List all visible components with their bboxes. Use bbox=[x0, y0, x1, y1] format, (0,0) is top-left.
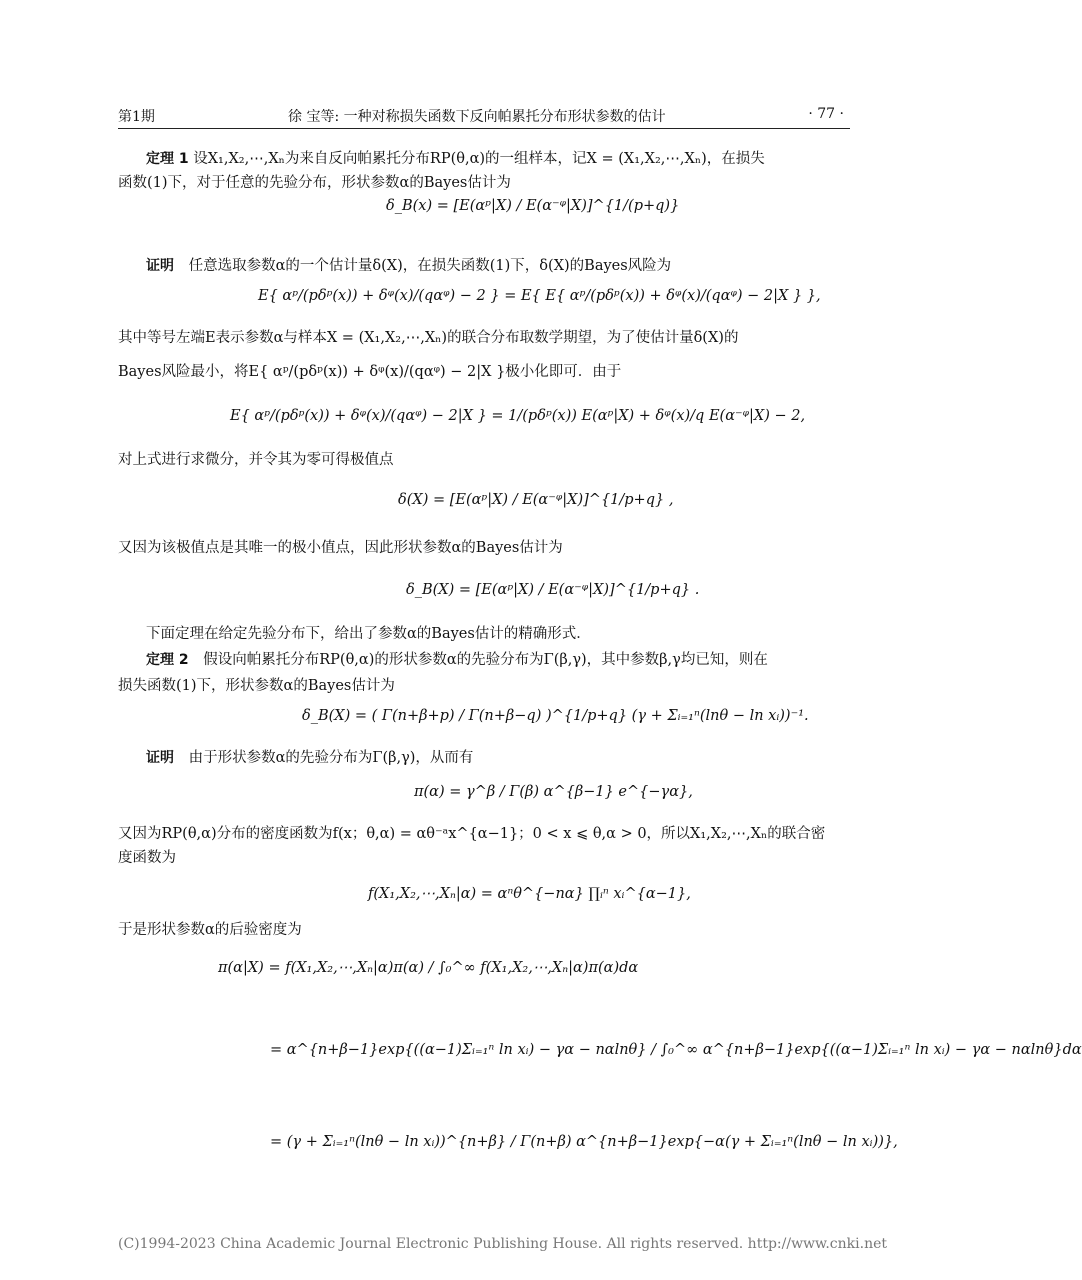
proof2-equation3c: = (γ + Σᵢ₌₁ⁿ(lnθ − ln xᵢ))^{n+β} / Γ(n+β) α^{n+β−1}exp{−α(γ + Σᵢ₌₁ⁿ(lnθ − ln xᵢ))}, bbox=[270, 1134, 898, 1150]
proof2-line4: 于是形状参数α的后验密度为 bbox=[118, 922, 302, 938]
proof1-line4: 对上式进行求微分，并令其为零可得极值点 bbox=[118, 452, 394, 468]
proof1-line3: Bayes风险最小，将E{ αᵖ/(pδᵖ(x)) + δᵠ(x)/(qαᵠ) − 2|X }极小化即可．由于 bbox=[118, 364, 622, 380]
theorem1-label: 定理 1 bbox=[146, 151, 189, 167]
proof2-equation1: π(α) = γ^β / Γ(β) α^{β−1} e^{−γα}, bbox=[414, 784, 693, 800]
copyright-footer: (C)1994-2023 China Academic Journal Electronic Publishing House. All rights reserved. http://www.cnki.net bbox=[118, 1236, 888, 1252]
proof2-line3: 度函数为 bbox=[118, 850, 176, 866]
proof2-line2: 又因为RP(θ,α)分布的密度函数为f(x；θ,α) = αθ⁻ᵃx^{α−1}；0 < x ⩽ θ,α > 0，所以X₁,X₂,⋯,Xₙ的联合密 bbox=[118, 826, 826, 842]
proof2-label: 证明 bbox=[146, 750, 174, 766]
proof1-equation4: δ_B(X) = [E(αᵖ|X) / E(α⁻ᵠ|X)]^{1/p+q} . bbox=[406, 582, 700, 598]
transition-text: 下面定理在给定先验分布下，给出了参数α的Bayes估计的精确形式． bbox=[146, 626, 591, 642]
theorem2-text1: 假设向帕累托分布RP(θ,α)的形状参数α的先验分布为Γ(β,γ)，其中参数β,γ均已知，则在 bbox=[203, 652, 768, 668]
theorem2-equation: δ_B(X) = ( Γ(n+β+p) / Γ(n+β−q) )^{1/p+q} (γ + Σᵢ₌₁ⁿ(lnθ − ln xᵢ))⁻¹. bbox=[302, 708, 809, 724]
proof2-text1: 由于形状参数α的先验分布为Γ(β,γ)，从而有 bbox=[188, 750, 474, 766]
issue-number: 第1期 bbox=[118, 109, 155, 125]
proof1-equation2: E{ αᵖ/(pδᵖ(x)) + δᵠ(x)/(qαᵠ) − 2|X } = 1/(pδᵖ(x)) E(αᵖ|X) + δᵠ(x)/q E(α⁻ᵠ|X) − 2, bbox=[230, 408, 806, 424]
transition-paragraph bbox=[118, 622, 850, 646]
theorem1-line2: 函数(1)下，对于任意的先验分布，形状参数α的Bayes估计为 bbox=[118, 175, 511, 191]
article-running-title: 徐 宝等: 一种对称损失函数下反向帕累托分布形状参数的估计 bbox=[288, 109, 666, 125]
proof1-text1: 任意选取参数α的一个估计量δ(X)，在损失函数(1)下，δ(X)的Bayes风险为 bbox=[188, 258, 672, 274]
running-header bbox=[118, 104, 850, 129]
proof2-equation3a: π(α|X) = f(X₁,X₂,⋯,Xₙ|α)π(α) / ∫₀^∞ f(X₁,X₂,⋯,Xₙ|α)π(α)dα bbox=[218, 960, 639, 976]
proof2-equation3b: = α^{n+β−1}exp{((α−1)Σᵢ₌₁ⁿ ln xᵢ) − γα − nαlnθ} / ∫₀^∞ α^{n+β−1}exp{((α−1)Σᵢ₌₁ⁿ ln xᵢ) − γα − nαlnθ}dα bbox=[270, 1042, 1082, 1058]
proof1-label: 证明 bbox=[146, 258, 174, 274]
proof2-equation2: f(X₁,X₂,⋯,Xₙ|α) = αⁿθ^{−nα} ∏ᵢⁿ xᵢ^{α−1}, bbox=[368, 886, 691, 902]
theorem1-line1 bbox=[118, 147, 850, 171]
theorem2-label: 定理 2 bbox=[146, 652, 189, 668]
page-number: · 77 · bbox=[808, 106, 844, 122]
proof2-line1 bbox=[118, 746, 850, 770]
proof1-equation1: E{ αᵖ/(pδᵖ(x)) + δᵠ(x)/(qαᵠ) − 2 } = E{ E{ αᵖ/(pδᵖ(x)) + δᵠ(x)/(qαᵠ) − 2|X } }, bbox=[258, 288, 821, 304]
proof1-line5: 又因为该极值点是其唯一的极小值点，因此形状参数α的Bayes估计为 bbox=[118, 540, 563, 556]
theorem2-line2: 损失函数(1)下，形状参数α的Bayes估计为 bbox=[118, 678, 395, 694]
theorem2-line1 bbox=[118, 648, 850, 672]
proof1-equation3: δ(X) = [E(αᵖ|X) / E(α⁻ᵠ|X)]^{1/p+q} , bbox=[398, 492, 674, 508]
theorem1-text1: 设X₁,X₂,⋯,Xₙ为来自反向帕累托分布RP(θ,α)的一组样本，记X = (X₁,X₂,⋯,Xₙ)，在损失 bbox=[193, 151, 765, 167]
proof1-line1 bbox=[118, 254, 850, 278]
theorem1-equation: δ_B(x) = [E(αᵖ|X) / E(α⁻ᵠ|X)]^{1/(p+q)} bbox=[386, 198, 680, 214]
proof1-line2: 其中等号左端E表示参数α与样本X = (X₁,X₂,⋯,Xₙ)的联合分布取数学期望，为了使估计量δ(X)的 bbox=[118, 330, 739, 346]
